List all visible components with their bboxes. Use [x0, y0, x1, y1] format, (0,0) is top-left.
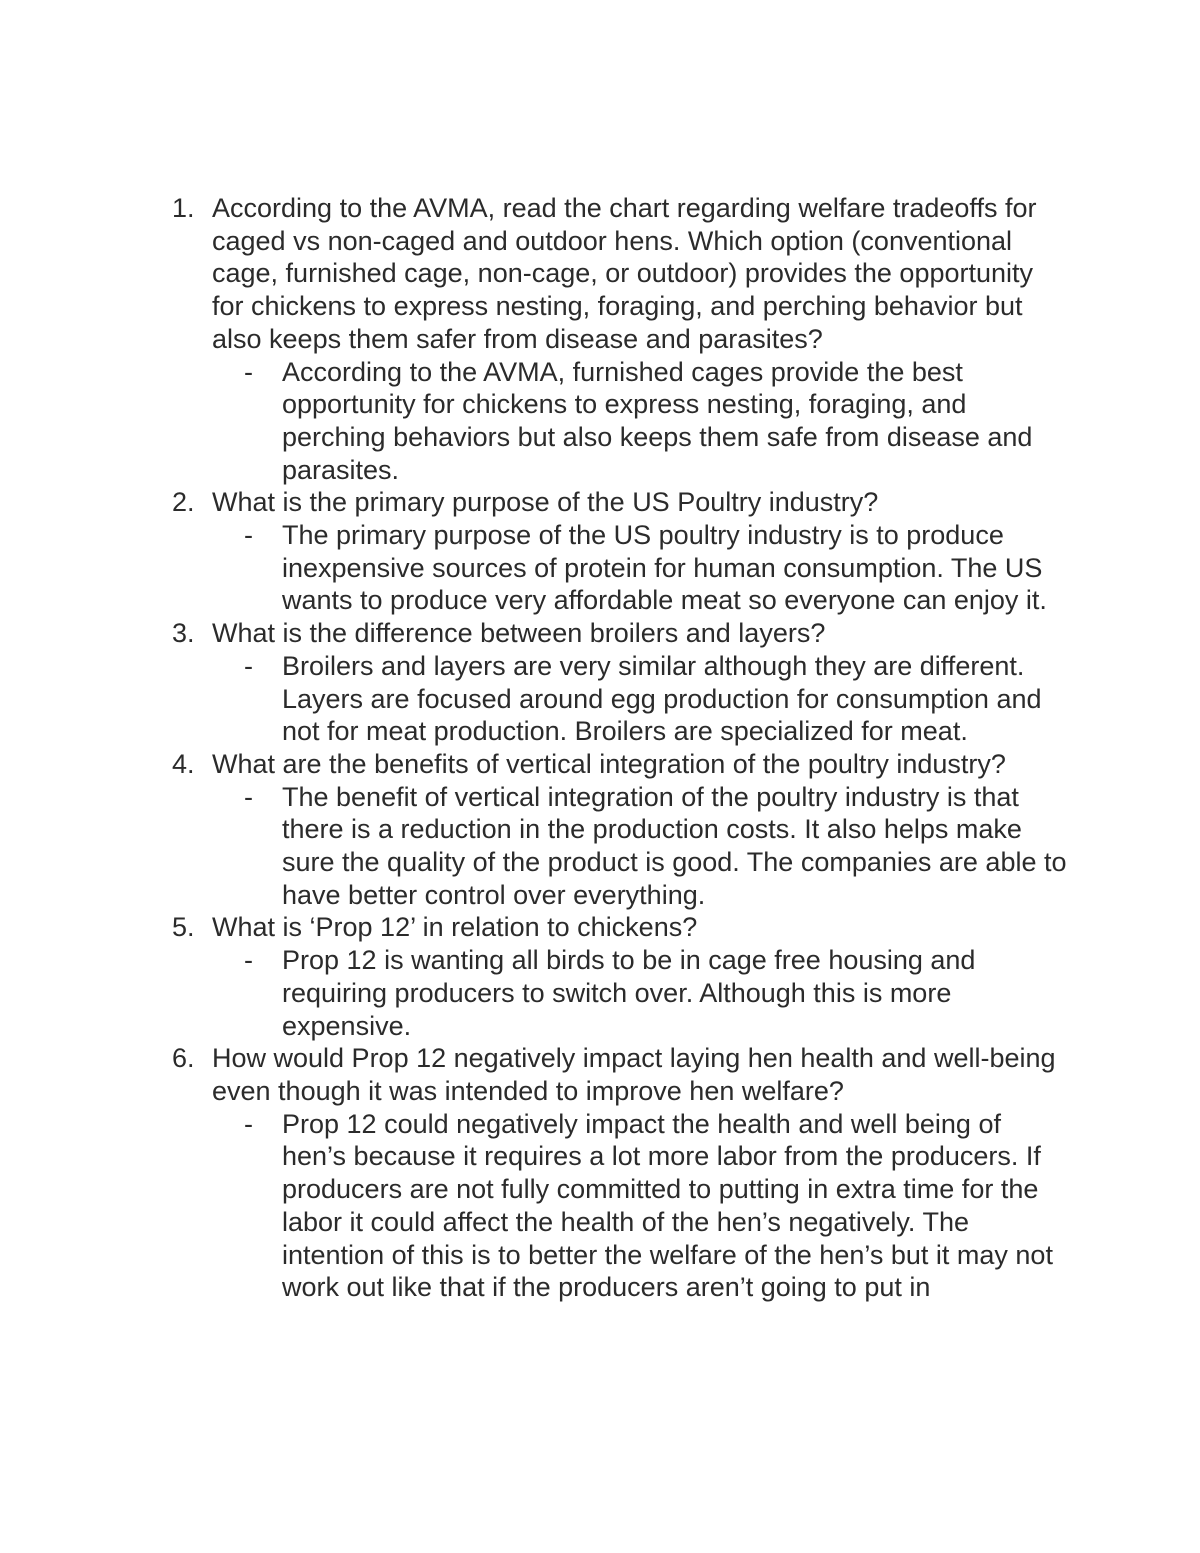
question-text-6: How would Prop 12 negatively impact laying hen health and well-being even though it was intended to improve hen welfare? [212, 1043, 1056, 1106]
answer-text-4: The benefit of vertical integration of the poultry industry is that there is a reduction in the production costs. It also helps make sure the quality of the product is good. The companies are able to have better control over everything. [282, 781, 1067, 910]
answer-4 [172, 781, 1072, 912]
question-number-1: 1. [172, 193, 195, 223]
question-2 [172, 486, 1072, 519]
answer-5 [172, 944, 1072, 1042]
question-4 [172, 748, 1072, 781]
question-5 [172, 911, 1072, 944]
question-number-2: 2. [172, 487, 195, 518]
question-number-3: 3. [172, 618, 195, 649]
answer-bullet-3: - [244, 650, 253, 681]
answer-6 [172, 1108, 1072, 1304]
answer-text-6: Prop 12 could negatively impact the health and well being of hen’s because it requires a lot more labor from the producers. If producers are not fully committed to putting in extra time for the labor it could affect the health of the hen’s negatively. The intention of this is to better the welfare of the hen’s but it may not work out like that if the producers aren’t going to put in [282, 1108, 1053, 1303]
question-1 [172, 192, 1072, 356]
answer-text-5: Prop 12 is wanting all birds to be in cage free housing and requiring producers to switch over. Although this is more expensive. [282, 945, 976, 1041]
question-number-5: 5. [172, 912, 195, 943]
answer-2 [172, 519, 1072, 617]
question-text-4: What are the benefits of vertical integration of the poultry industry? [212, 748, 1006, 779]
answer-text-1: According to the AVMA, furnished cages provide the best opportunity for chickens to express nesting, foraging, and perching behaviors but also keeps them safe from disease and parasites. [282, 356, 1033, 485]
answer-bullet-1: - [244, 356, 253, 387]
question-text-2: What is the primary purpose of the US Poultry industry? [212, 487, 879, 518]
answer-bullet-6: - [244, 1108, 253, 1139]
qa-item-3 [172, 617, 1072, 748]
answer-bullet-2: - [244, 520, 253, 551]
qa-item-1 [172, 192, 1072, 486]
document-body [172, 192, 1072, 1304]
question-6 [172, 1042, 1072, 1107]
question-number-6: 6. [172, 1043, 195, 1074]
question-text-1: According to the AVMA, read the chart regarding welfare tradeoffs for caged vs non-caged and outdoor hens. Which option (conventional cage, furnished cage, non-cage, or outdoor) provides the opportunity for chickens to express nesting, foraging, and perching behavior but also keeps them safer from disease and parasites? [212, 193, 1037, 354]
question-number-4: 4. [172, 748, 195, 779]
answer-text-2: The primary purpose of the US poultry industry is to produce inexpensive sources of protein for human consumption. The US wants to produce very affordable meat so everyone can enjoy it. [282, 520, 1047, 616]
question-3 [172, 617, 1072, 650]
qa-item-4 [172, 748, 1072, 912]
answer-bullet-5: - [244, 945, 253, 976]
qa-item-2 [172, 486, 1072, 617]
answer-bullet-4: - [244, 781, 253, 812]
answer-3 [172, 650, 1072, 748]
answer-1 [172, 356, 1072, 487]
qa-item-5 [172, 911, 1072, 1042]
question-text-3: What is the difference between broilers and layers? [212, 618, 826, 649]
answer-text-3: Broilers and layers are very similar although they are different. Layers are focused around egg production for consumption and not for meat production. Broilers are specialized for meat. [282, 650, 1042, 747]
qa-item-6 [172, 1042, 1072, 1304]
question-text-5: What is ‘Prop 12’ in relation to chickens? [212, 912, 698, 943]
